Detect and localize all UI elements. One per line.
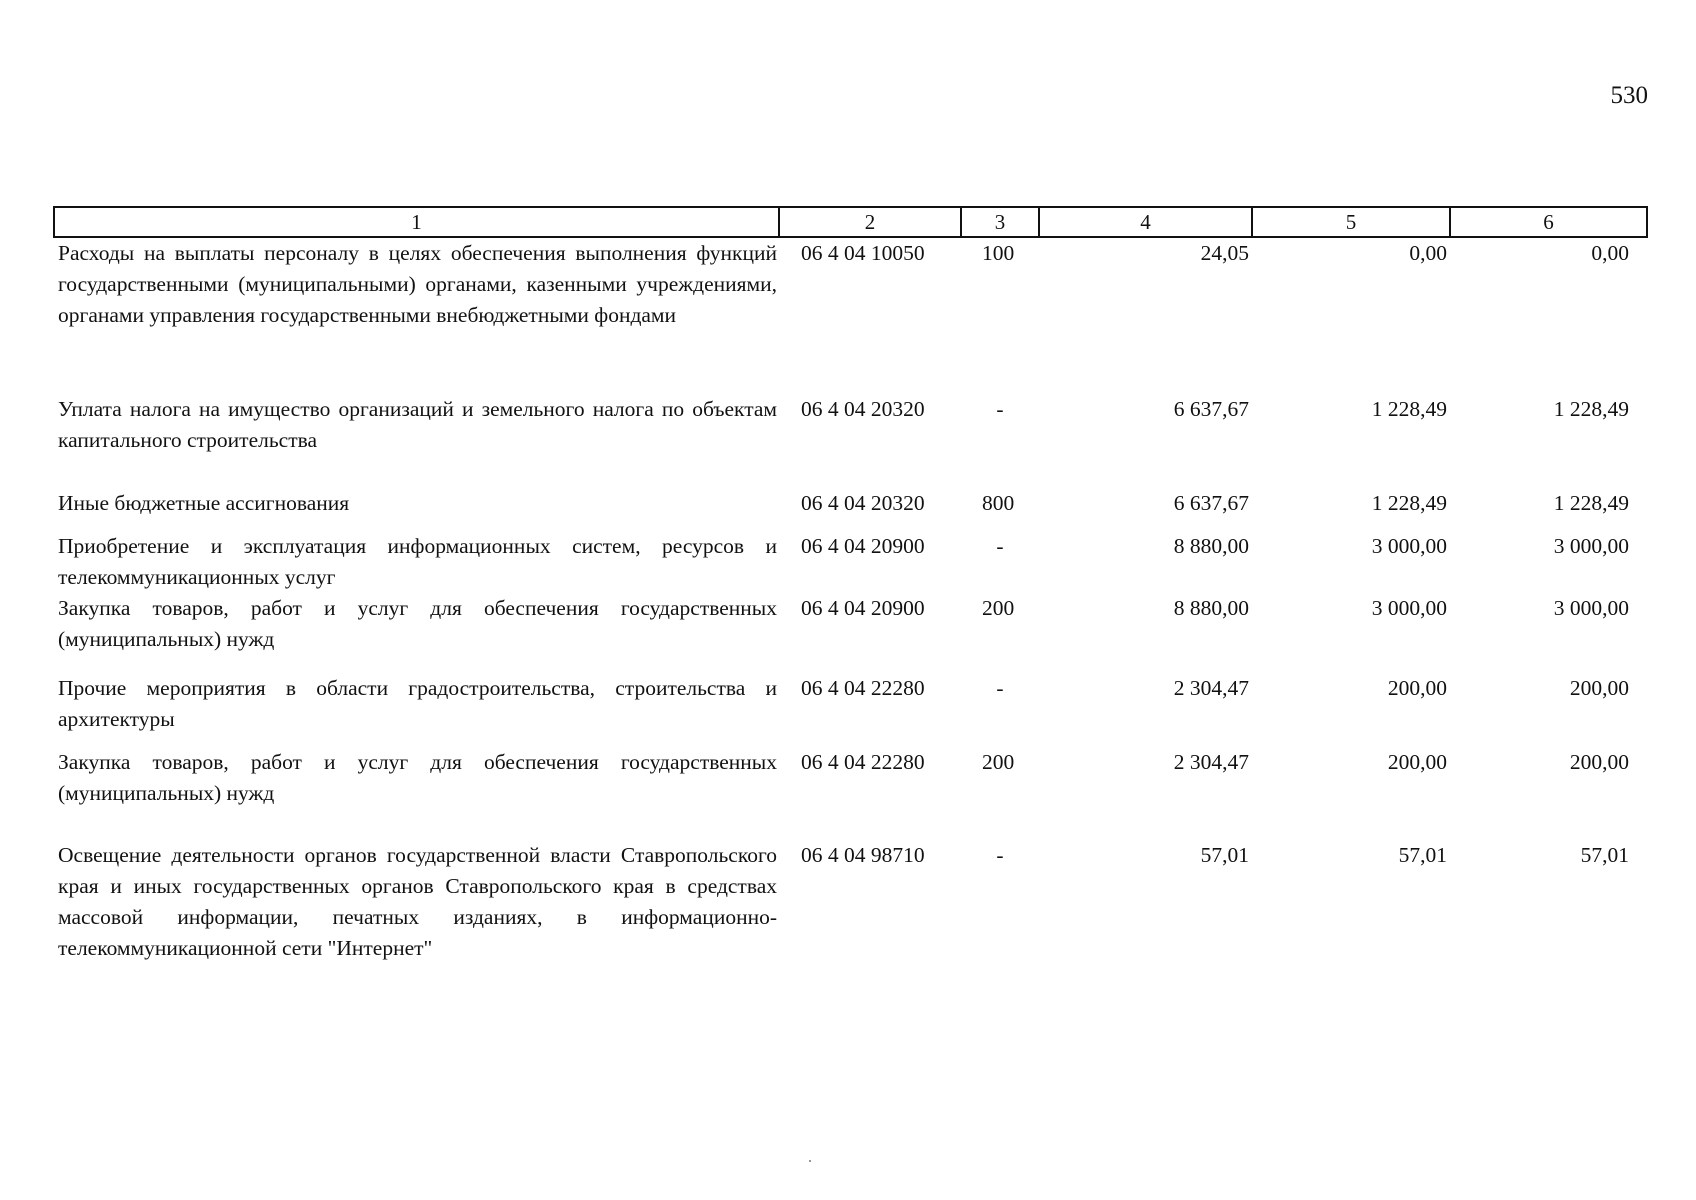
amount-col-6: 57,01: [1580, 843, 1629, 867]
amount-col-6: 200,00: [1569, 676, 1629, 700]
amount-col-6: 200,00: [1569, 750, 1629, 774]
expense-name: Закупка товаров, работ и услуг для обеспечения государственных (муниципальных) нужд: [58, 750, 777, 805]
table-row: [54, 747, 1647, 840]
target-article-code: 06 4 04 98710: [801, 843, 925, 867]
expense-type-code: -: [996, 534, 1004, 558]
column-header-4: 4: [1039, 207, 1252, 237]
amount-col-5: 3 000,00: [1371, 596, 1447, 620]
expense-type-code: 100: [982, 241, 1015, 265]
column-header-1: 1: [54, 207, 779, 237]
target-article-code: 06 4 04 22280: [801, 676, 925, 700]
amount-col-5: 57,01: [1398, 843, 1447, 867]
table-row: [54, 394, 1647, 488]
target-article-code: 06 4 04 20320: [801, 397, 925, 421]
expense-name: Расходы на выплаты персоналу в целях обеспечения выполнения функций государственными (муниципальными) органами, казенными учреждениями, органами управления государственными внебюджетными фондами: [58, 241, 777, 327]
table-row: [54, 840, 1647, 1000]
amount-col-6: 3 000,00: [1553, 596, 1629, 620]
table-row: [54, 531, 1647, 593]
amount-col-4: 57,01: [1200, 843, 1249, 867]
expense-name: Освещение деятельности органов государственной власти Ставропольского края и иных государственных органов Ставропольского края в средствах массовой информации, печатных изданиях, в информационно-телекоммуникационной сети "Интернет": [58, 843, 777, 960]
amount-col-4: 24,05: [1200, 241, 1249, 265]
target-article-code: 06 4 04 20900: [801, 596, 925, 620]
amount-col-5: 1 228,49: [1371, 397, 1447, 421]
expense-type-code: -: [996, 843, 1004, 867]
expense-type-code: 200: [982, 750, 1015, 774]
expense-type-code: -: [996, 397, 1004, 421]
expense-type-code: 200: [982, 596, 1015, 620]
column-header-3: 3: [961, 207, 1039, 237]
target-article-code: 06 4 04 22280: [801, 750, 925, 774]
expense-name: Уплата налога на имущество организаций и земельного налога по объектам капитального строительства: [58, 397, 777, 452]
page-number: 530: [1610, 82, 1648, 109]
amount-col-6: 1 228,49: [1553, 491, 1629, 515]
amount-col-4: 6 637,67: [1173, 397, 1249, 421]
amount-col-5: 1 228,49: [1371, 491, 1447, 515]
amount-col-4: 6 637,67: [1173, 491, 1249, 515]
amount-col-4: 8 880,00: [1173, 534, 1249, 558]
amount-col-4: 2 304,47: [1173, 750, 1249, 774]
table-row: [54, 488, 1647, 531]
table-row: [54, 237, 1647, 394]
expense-name: Приобретение и эксплуатация информационных систем, ресурсов и телекоммуникационных услуг: [58, 534, 777, 589]
amount-col-5: 3 000,00: [1371, 534, 1447, 558]
amount-col-5: 200,00: [1387, 676, 1447, 700]
expense-name: Прочие мероприятия в области градостроительства, строительства и архитектуры: [58, 676, 777, 731]
column-header-5: 5: [1252, 207, 1450, 237]
budget-table: [53, 206, 1648, 1000]
amount-col-4: 8 880,00: [1173, 596, 1249, 620]
target-article-code: 06 4 04 10050: [801, 241, 925, 265]
amount-col-5: 0,00: [1409, 241, 1447, 265]
column-number-header: [54, 207, 1647, 237]
expense-type-code: -: [996, 676, 1004, 700]
amount-col-6: 3 000,00: [1553, 534, 1629, 558]
target-article-code: 06 4 04 20320: [801, 491, 925, 515]
column-header-2: 2: [779, 207, 961, 237]
column-header-6: 6: [1450, 207, 1647, 237]
table-row: [54, 673, 1647, 747]
expense-name: Иные бюджетные ассигнования: [58, 491, 350, 515]
target-article-code: 06 4 04 20900: [801, 534, 925, 558]
expense-type-code: 800: [982, 491, 1015, 515]
amount-col-6: 0,00: [1591, 241, 1629, 265]
table-row: [54, 593, 1647, 673]
amount-col-6: 1 228,49: [1553, 397, 1629, 421]
scan-speck: [809, 1160, 811, 1162]
amount-col-4: 2 304,47: [1173, 676, 1249, 700]
amount-col-5: 200,00: [1387, 750, 1447, 774]
expense-name: Закупка товаров, работ и услуг для обеспечения государственных (муниципальных) нужд: [58, 596, 777, 651]
